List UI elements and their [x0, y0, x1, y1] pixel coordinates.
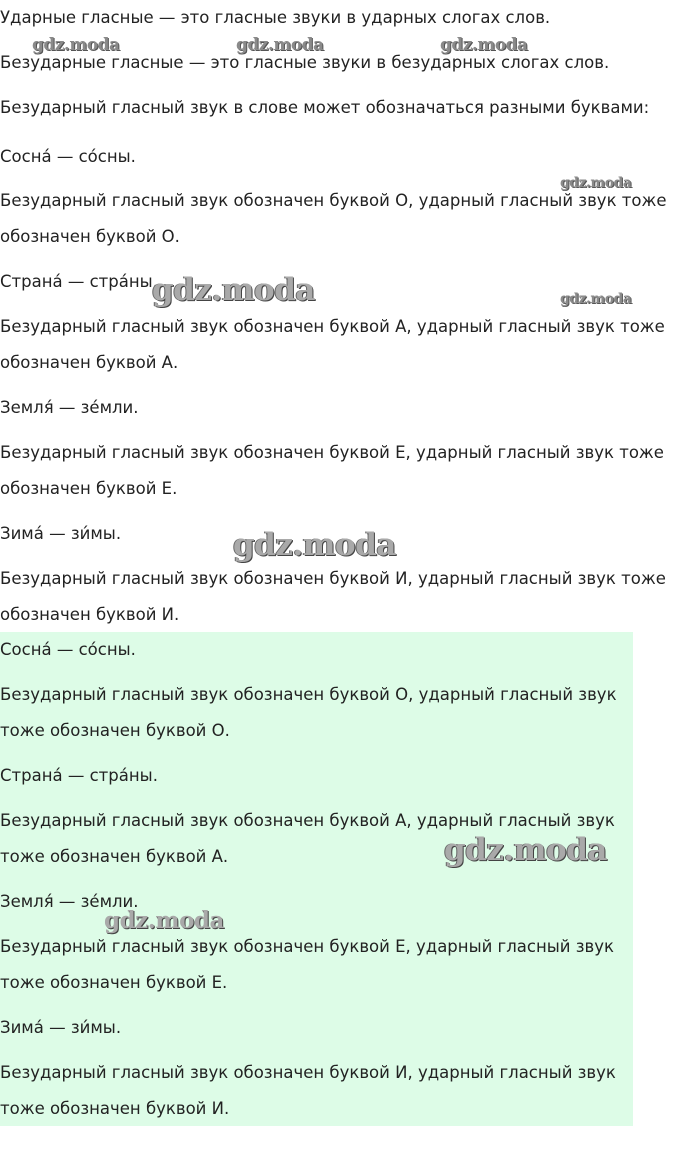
answer-explanation: Безударный гласный звук обозначен буквой О, ударный гласный звук [0, 685, 617, 704]
answer-explanation: тоже обозначен буквой А. [0, 847, 229, 866]
answer-explanation: Безударный гласный звук обозначен буквой И, ударный гласный звук [0, 1063, 616, 1082]
watermark: gdz.moda [444, 832, 607, 868]
example-explanation: Безударный гласный звук обозначен буквой О, ударный гласный звук тоже [0, 191, 667, 210]
example-explanation: Безударный гласный звук обозначен буквой Е, ударный гласный звук тоже [0, 443, 664, 462]
answer-box [0, 632, 633, 1126]
watermark: gdz.moda [560, 291, 632, 307]
answer-explanation: тоже обозначен буквой О. [0, 721, 230, 740]
answer-explanation: тоже обозначен буквой И. [0, 1099, 230, 1118]
example-explanation: обозначен буквой Е. [0, 479, 178, 498]
definition-unstressed: Безударные гласные — это гласные звуки в безударных слогах слов. [0, 53, 610, 72]
answer-pair: Сосна́ — со́сны. [0, 640, 136, 659]
watermark: gdz.moda [233, 527, 396, 563]
example-pair: Страна́ — стра́ны. [0, 272, 158, 291]
answer-pair: Страна́ — стра́ны. [0, 766, 158, 785]
answer-explanation: Безударный гласный звук обозначен буквой Е, ударный гласный звук [0, 937, 614, 956]
answer-explanation: тоже обозначен буквой Е. [0, 973, 228, 992]
example-explanation: обозначен буквой А. [0, 353, 179, 372]
watermark: gdz.moda [560, 175, 632, 191]
intro-statement: Безударный гласный звук в слове может обозначаться разными буквами: [0, 98, 650, 117]
watermark: gdz.moda [104, 907, 224, 934]
watermark: gdz.moda [32, 35, 120, 55]
example-pair: Сосна́ — со́сны. [0, 147, 136, 166]
example-explanation: обозначен буквой О. [0, 227, 180, 246]
watermark: gdz.moda [152, 272, 315, 308]
example-explanation: Безударный гласный звук обозначен буквой И, ударный гласный звук тоже [0, 569, 666, 588]
answer-explanation: Безударный гласный звук обозначен буквой А, ударный гласный звук [0, 811, 615, 830]
example-pair: Зима́ — зи́мы. [0, 524, 122, 543]
example-explanation: Безударный гласный звук обозначен буквой А, ударный гласный звук тоже [0, 317, 665, 336]
watermark: gdz.moda [236, 35, 324, 55]
watermark: gdz.moda [440, 35, 528, 55]
answer-pair: Земля́ — зе́мли. [0, 892, 139, 911]
example-explanation: обозначен буквой И. [0, 605, 180, 624]
definition-stressed: Ударные гласные — это гласные звуки в ударных слогах слов. [0, 8, 551, 27]
answer-pair: Зима́ — зи́мы. [0, 1018, 122, 1037]
example-pair: Земля́ — зе́мли. [0, 398, 139, 417]
